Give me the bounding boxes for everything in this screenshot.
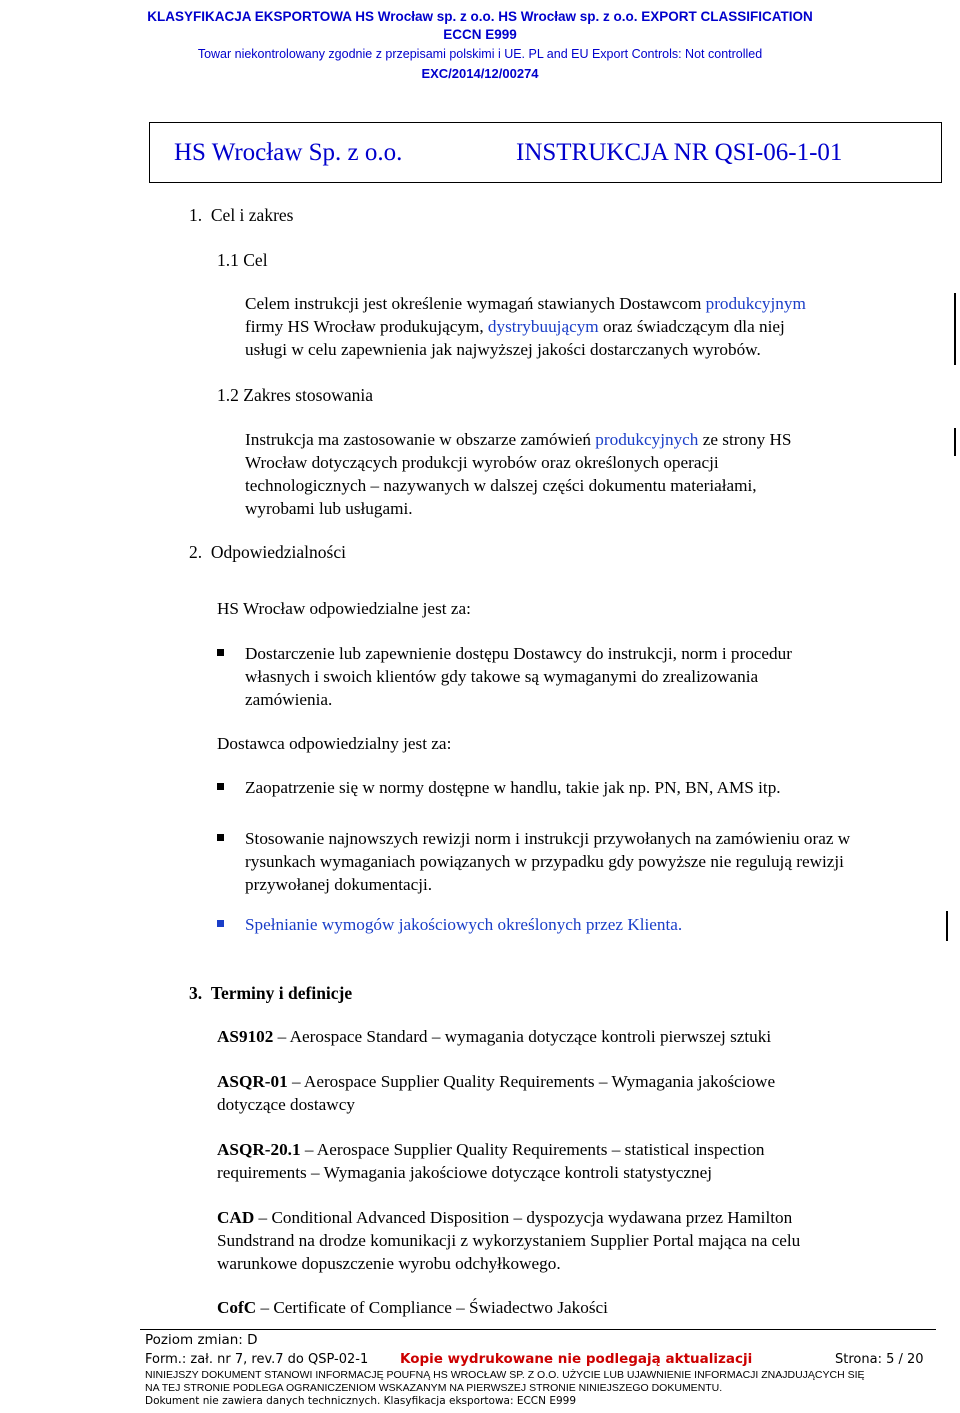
term-label: CAD xyxy=(217,1208,255,1227)
bullet-square-icon xyxy=(217,920,224,927)
bullet-square-icon xyxy=(217,649,224,656)
change-bar xyxy=(954,428,956,456)
cel-line-3: usługi w celu zapewnienia jak najwyższej jakości dostarczanych wyrobów. xyxy=(245,340,761,359)
cel-line-2: firmy HS Wrocław produkującym, dystrybuującym oraz świadczącym dla niej xyxy=(245,317,785,336)
copy-notice: Kopie wydrukowane nie podlegają aktualizacji xyxy=(400,1351,753,1367)
bullet-square-icon xyxy=(217,834,224,841)
section-1-2-heading: 1.2 Zakres stosowania xyxy=(217,385,374,405)
term-asqr-20-1-cont: requirements – Wymagania jakościowe dotyczące kontroli statystycznej xyxy=(217,1163,713,1182)
term-label: ASQR-20.1 xyxy=(217,1140,301,1159)
supplier-bullet-2-line-1: Stosowanie najnowszych rewizji norm i instrukcji przywołanych na zamówieniu oraz w xyxy=(245,829,851,848)
revised-text: dystrybuującym xyxy=(487,317,599,336)
change-level: Poziom zmian: D xyxy=(145,1332,258,1348)
supplier-bullet-2-line-3: przywołanej dokumentacji. xyxy=(245,875,433,894)
section-1-1-heading: 1.1 Cel xyxy=(217,250,268,270)
section-3-heading: 3. Terminy i definicje xyxy=(189,983,353,1003)
term-asqr-20-1: ASQR-20.1 – Aerospace Supplier Quality Requirements – statistical inspection xyxy=(217,1140,765,1159)
change-bar xyxy=(954,293,956,365)
supplier-bullet-3: Spełnianie wymogów jakościowych określonych przez Klienta. xyxy=(245,915,683,934)
document-title-box xyxy=(149,122,942,183)
term-cofc: CofC – Certificate of Compliance – Świadectwo Jakości xyxy=(217,1298,608,1317)
confidential-notice-1: NINIEJSZY DOKUMENT STANOWI INFORMACJĘ POUFNĄ HS WROCŁAW SP. Z O.O. UŻYCIE LUB UJAWNIENIE INFORMACJI ZNAJDUJĄCYCH SIĘ xyxy=(145,1369,865,1381)
confidential-notice-2: NA TEJ STRONIE PODLEGA OGRANICZENIOM WSKAZANYM NA PIERWSZEJ STRONIE NINIEJSZEGO DOKUMENTU. xyxy=(145,1382,723,1394)
term-as9102: AS9102 – Aerospace Standard – wymagania dotyczące kontroli pierwszej sztuki xyxy=(217,1027,772,1046)
hs-bullet-line-2: własnych i swoich klientów gdy takowe są wymaganymi do zrealizowania xyxy=(245,667,759,686)
hs-responsibility-intro: HS Wrocław odpowiedzialne jest za: xyxy=(217,599,471,618)
document-number: INSTRUKCJA NR QSI-06-1-01 xyxy=(516,139,843,166)
bullet-square-icon xyxy=(217,783,224,790)
export-classification-header xyxy=(0,4,960,83)
revised-text: produkcyjnych xyxy=(595,430,699,449)
zakres-line-2: Wrocław dotyczących produkcji wyrobów oraz określonych operacji xyxy=(245,453,719,472)
footer-divider xyxy=(140,1329,936,1330)
cel-line-1: Celem instrukcji jest określenie wymagań stawianych Dostawcom produkcyjnym xyxy=(245,294,806,313)
company-name: HS Wrocław Sp. z o.o. xyxy=(174,139,403,166)
technical-data-notice: Dokument nie zawiera danych technicznych. Klasyfikacja eksportowa: ECCN E999 xyxy=(145,1395,577,1407)
zakres-line-4: wyrobami lub usługami. xyxy=(245,499,413,518)
hs-bullet-line-1: Dostarczenie lub zapewnienie dostępu Dostawcy do instrukcji, norm i procedur xyxy=(245,644,792,663)
section-2-heading: 2. Odpowiedzialności xyxy=(189,542,346,562)
supplier-responsibility-intro: Dostawca odpowiedzialny jest za: xyxy=(217,734,452,753)
form-reference: Form.: zał. nr 7, rev.7 do QSP-02-1 xyxy=(145,1352,369,1367)
export-header-exc-number: EXC/2014/12/00274 xyxy=(421,66,539,81)
term-asqr-01-cont: dotyczące dostawcy xyxy=(217,1095,355,1114)
term-label: CofC xyxy=(217,1298,257,1317)
supplier-bullet-2-line-2: rysunkach wymaganiach powiązanych w przypadku gdy powyższe nie regulują rewizji xyxy=(245,852,844,871)
supplier-bullet-1: Zaopatrzenie się w normy dostępne w handlu, takie jak np. PN, BN, AMS itp. xyxy=(245,778,781,797)
zakres-line-3: technologicznych – nazywanych w dalszej części dokumentu materiałami, xyxy=(245,476,757,495)
section-1-heading: 1. Cel i zakres xyxy=(189,205,294,225)
term-cad-cont-2: warunkowe dopuszczenie wyrobu odchyłkowego. xyxy=(217,1254,561,1273)
term-cad: CAD – Conditional Advanced Disposition – dyspozycja wydawana przez Hamilton xyxy=(217,1208,793,1227)
export-header-line-1: KLASYFIKACJA EKSPORTOWA HS Wrocław sp. z o.o. HS Wrocław sp. z o.o. EXPORT CLASSIFICATION xyxy=(147,9,813,24)
page-number: Strona: 5 / 20 xyxy=(835,1352,924,1367)
export-header-eccn: ECCN E999 xyxy=(443,27,517,42)
zakres-line-1: Instrukcja ma zastosowanie w obszarze zamówień produkcyjnych ze strony HS xyxy=(245,430,792,449)
change-bar xyxy=(946,911,948,941)
term-cad-cont-1: Sundstrand na drodze komunikacji z wykorzystaniem Supplier Portal mająca na celu xyxy=(217,1231,801,1250)
export-header-controls: Towar niekontrolowany zgodnie z przepisami polskimi i UE. PL and EU Export Controls: Not controlled xyxy=(197,47,763,61)
term-label: AS9102 xyxy=(217,1027,274,1046)
revised-text: produkcyjnym xyxy=(705,294,806,313)
term-label: ASQR-01 xyxy=(217,1072,288,1091)
term-asqr-01: ASQR-01 – Aerospace Supplier Quality Requirements – Wymagania jakościowe xyxy=(217,1072,776,1091)
hs-bullet-line-3: zamówienia. xyxy=(245,690,333,709)
